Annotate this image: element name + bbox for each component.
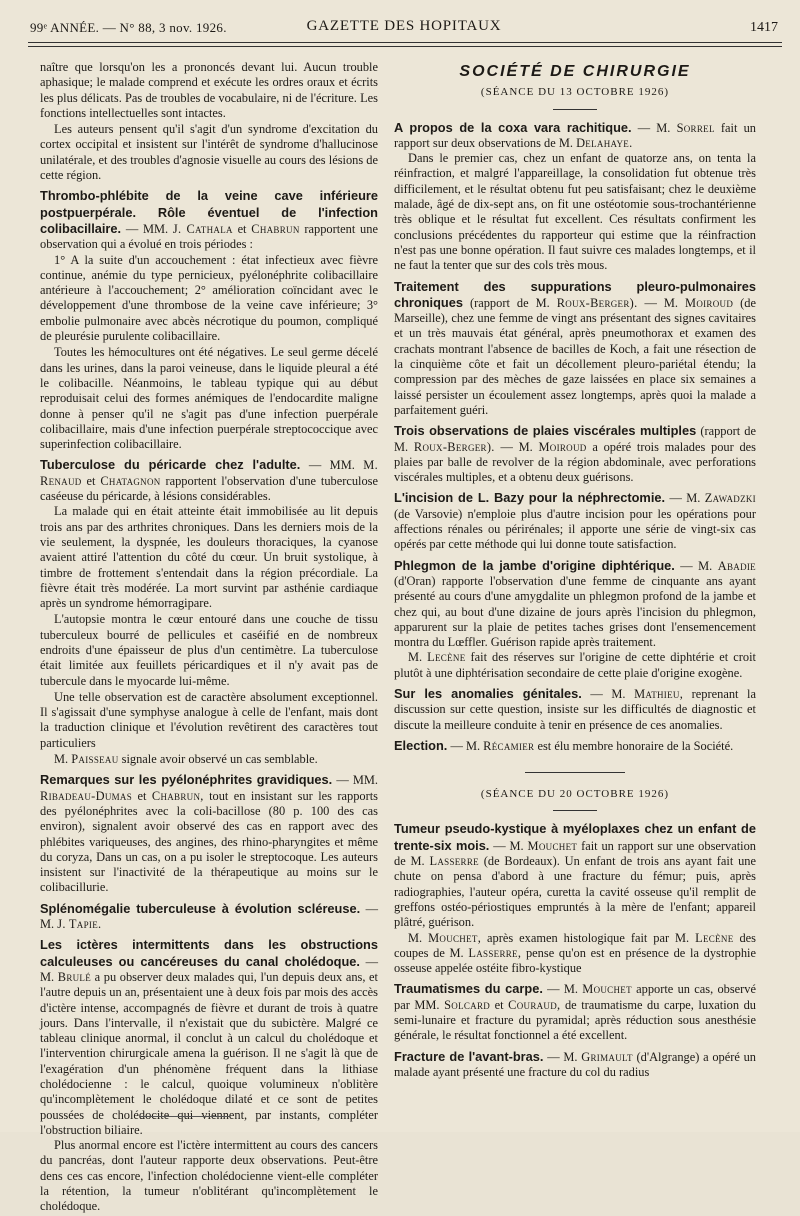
author-name: Chabrun,: [151, 788, 204, 803]
author-name: Solcard: [444, 997, 491, 1012]
paragraph: 1° A la suite d'un accouchement : état infectieux avec fièvre continue, anémie du type pernicieux, pyélonéphrite colibacillaire antérieure à l'accouchement; 2° amélioration coïncidant avec le développement d'une thrombose de la veine cave inférieure; 3° embolie pulmonaire avec abcès nécrotique du poumon, compliqué de pleurésie purulente colibacillaire.: [40, 252, 378, 344]
text: et: [494, 997, 504, 1012]
text: — MM.: [336, 773, 378, 788]
text: des coupes de M.: [394, 930, 756, 960]
paragraph: L'autopsie montra le cœur entouré dans une couche de tissu tuberculeux bourré de pellicules et caséifié en de nombreux endroits d'une épaisseur de plus d'un centimètre. La tuberculose était limitée aux feuillets péricardiques et il n'y avait pas de tubercule dans le myocarde lui-même.: [40, 612, 378, 688]
article-body: tout en insistant sur les rapports des pyélonéphrites avec la coli-bacillose (80 p. 100 des cas environ), signalent avoir observé des cas en rapport avec des phlébites variqueuses, des angines, des rhino-pharyngites et même du coryza, Dans un cas, on a pu isoler le streptocoque. Les auteurs insistent sur l'inactivité de la thérapeutique au moins sur le colibacillurie.: [40, 788, 378, 895]
right-column: [394, 60, 756, 1080]
author-name: Lecène: [695, 930, 734, 945]
header-rule-bottom: [28, 46, 782, 47]
session-date: (SÉANCE DU 13 OCTOBRE 1926): [480, 86, 670, 99]
text: — M.: [644, 295, 678, 310]
article-plaies-viscerales: [394, 423, 756, 485]
text: — MM.: [125, 221, 169, 236]
article-title: Les ictères intermittents dans les obstructions calculeuses ou cancéreuses du canal cholédoque.: [40, 937, 378, 969]
article-body: de traumatisme du carpe, luxation du semi-lunaire et fracture du pyramidal; après réduction sous anesthésie générale, le résultat fonctionnel a été excellent.: [394, 997, 756, 1043]
author-name: Roux-Berger).: [556, 295, 638, 310]
article-body: (de Marseille), chez une femme de vingt ans présentant des signes cavitaires et un très mauvais état général, après pneumothorax et examen des crachats montrant l'absence de bacilles de Koch, a fait une résection de la cinquième côte et fait un décollement pleuro-pariétal étendu; la compression par des mèches de gaze laissées en place six semaines a laissé persister un écoulement assez longtemps, après quoi la malade a parfaitement guéri.: [394, 295, 756, 417]
text: fait des réserves sur l'origine de cette diphtérie et croit plutôt à une diphtérisation secondaire de cette plaie d'origine exogène.: [394, 650, 756, 680]
article-body: (d'Algrange) a opéré un malade ayant présenté une fracture du col du radius: [394, 1049, 756, 1079]
author-name: J. Tapie.: [57, 917, 102, 932]
session-date: (SÉANCE DU 20 OCTOBRE 1926): [480, 788, 670, 801]
journal-title: GAZETTE DES HOPITAUX: [306, 18, 502, 34]
article-body: fait un rapport sur une observation de M.: [394, 838, 756, 869]
author-name: Lasserre,: [468, 945, 522, 960]
article-splenomegalie: [40, 901, 378, 933]
text: — M.: [493, 838, 524, 853]
article-icteres: [40, 937, 378, 1138]
page-number: 1417: [750, 20, 778, 35]
section-title: SOCIÉTÉ DE CHIRURGIE: [459, 63, 691, 80]
article-body: est élu membre honoraire de la Société.: [537, 738, 734, 753]
page-header: [30, 14, 778, 38]
divider: [553, 810, 597, 811]
author-name: Paisseau: [71, 752, 119, 767]
issue-info: 99ᵉ ANNÉE. — N° 88, 3 nov. 1926.: [30, 20, 227, 35]
text: — M.: [547, 1049, 578, 1064]
article-body: fait un rapport sur deux observations de M.: [394, 120, 756, 150]
text: (rapport de M.: [394, 424, 756, 454]
text: — M.: [637, 120, 671, 135]
text: M.: [408, 930, 423, 945]
author-name: Récamier: [483, 738, 535, 753]
text: — M.: [500, 439, 533, 454]
article-body: (d'Oran) rapporte l'observation d'une femme de cinquante ans ayant présenté au cours d'une amygdalite un phlegmon profond de la jambe et chez qui, au bout d'une dizaine de jours après l'incision du phlegmon, apparurent sur la plaie de petites taches grises dont l'ensemencement montra du Lœffler. Guérison rapide après traitement.: [394, 573, 756, 650]
article-title: Remarques sur les pyélonéphrites gravidiques.: [40, 772, 333, 788]
divider: [525, 772, 625, 773]
article-suppurations: [394, 279, 756, 419]
article-title: L'incision de L. Bazy pour la néphrectomie.: [394, 490, 666, 506]
author-name: Grimault: [581, 1049, 633, 1064]
article-title: Election.: [394, 737, 448, 753]
article-body: a pu observer deux malades qui, l'un depuis deux ans, et l'autre depuis un an, présentaient une à deux fois par mois des accès d'ictère intense, accompagnés de fièvre et durant de trois à quatre jours. Dans l'intervalle, il n'existait que du subictère. Malgré ce tableau clinique anormal, il conclut à un calcul du cholédoque et l'intervention chirurgicale amena la guérison. Il ne s'agit là que de l'exagération d'un phénomène fréquent dans la lithiase cholédocienne : le calcul, quoique volumineux n'oblitère qu'incomplètement le cholédoque dilaté et ce sont de petites poussées de cholédocite qui viennent, par instants, compléter l'obstruction biliaire.: [40, 969, 378, 1137]
author-name: Roux-Berger).: [413, 439, 495, 454]
author-name: Couraud,: [508, 997, 561, 1012]
text: — M.: [669, 491, 701, 506]
author-name: Brulé: [57, 969, 92, 984]
article-tumeur: [394, 821, 756, 930]
text: après examen histologique fait par M.: [487, 930, 690, 945]
text: et: [86, 473, 96, 488]
article-body: rapportent une observation qui a évolué en trois périodes :: [40, 221, 378, 252]
author-name: Mouchet,: [428, 930, 482, 945]
paragraph: Les auteurs pensent qu'il s'agit d'un syndrome d'excitation du cortex occipital et insistent sur l'intérêt de syndrome d'hallucinose unilatérale, et des troubles d'agnosie visuelle au cours des lésions de cette région.: [40, 122, 378, 183]
article-title: Splénomégalie tuberculeuse à évolution scléreuse.: [40, 900, 361, 916]
text: — M.: [547, 982, 578, 997]
article-phlegmon: [394, 558, 756, 651]
author-name: J. Cathala: [172, 221, 233, 236]
text: et: [237, 221, 247, 236]
author-name: Chabrun: [251, 221, 300, 236]
author-name: Mouchet: [527, 838, 578, 853]
article-title: Fracture de l'avant-bras.: [394, 1048, 544, 1064]
article-thrombophlebite: [40, 188, 378, 252]
paragraph: Toutes les hémocultures ont été négatives. Le seul germe décelé dans les urines, dans la paroi veineuse, dans le liquide pleural a été le colibacille. Néanmoins, le tableau typique qui au début reproduisait celui des formes anémiques de l'endocardite maligne donne à penser qu'il ne s'agit pas d'une infection puerpérale colibacillaire, mais d'une infection puerpérale streptococcique avec superinfection colibacillaire.: [40, 345, 378, 452]
author-name: Mouchet: [582, 982, 632, 997]
article-title: A propos de la coxa vara rachitique.: [394, 119, 632, 135]
article-title: Phlegmon de la jambe d'origine diphtérique.: [394, 557, 675, 573]
divider: [553, 109, 597, 110]
article-pericarde: [40, 457, 378, 504]
text: — MM.: [308, 458, 355, 473]
text: pense qu'on est en présence de la dystrophie osseuse appelée ostéite fibro-kystique: [394, 945, 756, 976]
text: — M.: [40, 901, 378, 932]
paragraph: Plus anormal encore est l'ictère intermittent au cours des cancers du pancréas, dont l'auteur rapporte deux observations. Peut-être dens ces cas encore, l'infection cholédocienne vient-elle compléter la rétention, la tumeur n'oblitérant qu'incomplètement le cholédoque.: [40, 1138, 378, 1214]
text: (rapport de M.: [469, 295, 550, 310]
article-carpe: [394, 981, 756, 1043]
text: M.: [408, 650, 423, 665]
header-rule-top: [28, 42, 782, 43]
article-body: rapportent l'observation d'une tuberculose caséeuse du péricarde, à lésions considérables.: [40, 473, 378, 504]
article-pyelonephrites: [40, 772, 378, 895]
author-name: Lasserre: [429, 854, 479, 869]
left-column: [40, 60, 378, 1216]
footer-rule: [140, 1116, 230, 1117]
author-name: Chatagnon: [100, 473, 161, 488]
article-body: a opéré trois malades pour des plaies par balle de revolver de la région abdominale, avec perforations viscérales multiples, et a obtenu deux guérisons.: [394, 439, 756, 485]
text: et: [137, 788, 147, 803]
article-election: [394, 738, 756, 754]
text: — M.: [590, 686, 626, 701]
article-title: Tuberculose du péricarde chez l'adulte.: [40, 457, 301, 473]
paragraph: Une telle observation est de caractère absolument exceptionnel. Il s'agissait d'une symphyse analogue à celle de l'enfant, mais dont la traduction clinique et l'évolution revêtirent des caractères tout particuliers: [40, 689, 378, 750]
article-title: Tumeur pseudo-kystique à myéloplaxes chez un enfant de trente-six mois.: [394, 821, 756, 853]
author-name: Zawadzki: [704, 491, 756, 506]
article-title: Trois observations de plaies viscérales multiples: [394, 423, 697, 439]
text: signale avoir observé un cas semblable.: [121, 752, 318, 767]
text: — M.: [40, 954, 378, 984]
paragraph: La malade qui en était atteinte était immobilisée au lit depuis trois ans par des arthrites chroniques. Dans les derniers mois de la vie seulement, la dyspnée, les douleurs thoraciques, la cyanose avaient attiré l'attention du côté du cœur. Un bruit systolique, à timbre de frottement s'entendait dans la région précordiale. La fièvre était très modérée. La mort survint par asthénie cardiaque après un syndrome hémorragipare.: [40, 504, 378, 611]
author-name: Sorrel: [676, 120, 715, 135]
author-name: Delahaye.: [576, 135, 633, 150]
text: — M.: [680, 558, 713, 573]
paragraph: [394, 650, 756, 681]
paragraph: naître que lorsqu'on les a prononcés devant lui. Aucun trouble aphasique; le malade comprend et exécute les ordres oraux et écrits les plus délicats. Pas de troubles de vocabulaire, ni de l'écriture. Les fonctions intellectuelles sont intactes.: [40, 60, 378, 120]
author-name: Abadie: [717, 558, 756, 573]
article-title: Traumatismes du carpe.: [394, 981, 543, 997]
paragraph: [394, 931, 756, 977]
article-title: Sur les anomalies génitales.: [394, 685, 582, 701]
text: — M.: [450, 738, 481, 753]
text: M.: [54, 752, 69, 767]
author-name: Lecène: [427, 650, 466, 665]
article-body: reprenant la discussion sur cette question, insiste sur les difficultés de diagnostic et discute la meilleure conduite à tenir en présence de ces anomalies.: [394, 686, 756, 732]
article-coxa-vara: [394, 120, 756, 152]
article-body: (de Varsovie) n'emploie plus d'autre incision pour les opérations pour affections rénales ou périrénales; il apporte une série de vingt-six cas opérés par cette méthode qui lui donne toute satisfaction.: [394, 506, 756, 552]
article-incision-bazy: [394, 490, 756, 552]
author-name: Moiroud: [685, 295, 734, 310]
paragraph: Dans le premier cas, chez un enfant de quatorze ans, on tenta la réinfraction, et malgré l'appareillage, la consolidation fut obtenue très difficilement, et le résultat obtenu fut peu satisfaisant; chez le deuxième malade, âgé de dix-sept ans, on fit une ostéotomie sous-trochantérienne très oblique et le résultat fut excellent. Ces résultats confirment les conclusions précédentes du rapporteur qui estime que la réinfraction n'est pas une bonne opération. Il faut suivre ces malades longtemps, et il ne faut la tenter que sur des cols très mous.: [394, 151, 756, 273]
paragraph: [40, 752, 378, 767]
author-name: Moiroud: [538, 439, 587, 454]
author-name: Ribadeau-Dumas: [40, 788, 133, 803]
article-body: (de Bordeaux). Un enfant de trois ans ayant fait une chute on pensa d'abord à une fracture du fémur; puis, après radiographies, l'auteur opéra, curetta la cavité osseuse qu'il remplit de greffons ostéo-périostiques empruntés à la mère de l'enfant; appareil plâtré, guérison.: [394, 854, 756, 930]
author-name: Mathieu,: [634, 686, 684, 701]
article-anomalies: [394, 686, 756, 733]
article-body: apporte un cas, observé par MM.: [394, 982, 756, 1012]
article-avant-bras: [394, 1049, 756, 1081]
article-title: Thrombo-phlébite de la veine cave inférieure postpuerpérale. Rôle éventuel de l'infection colibacillaire.: [40, 188, 378, 236]
author-name: M. Renaud: [40, 458, 378, 488]
article-title: Traitement des suppurations pleuro-pulmonaires chroniques: [394, 278, 756, 310]
